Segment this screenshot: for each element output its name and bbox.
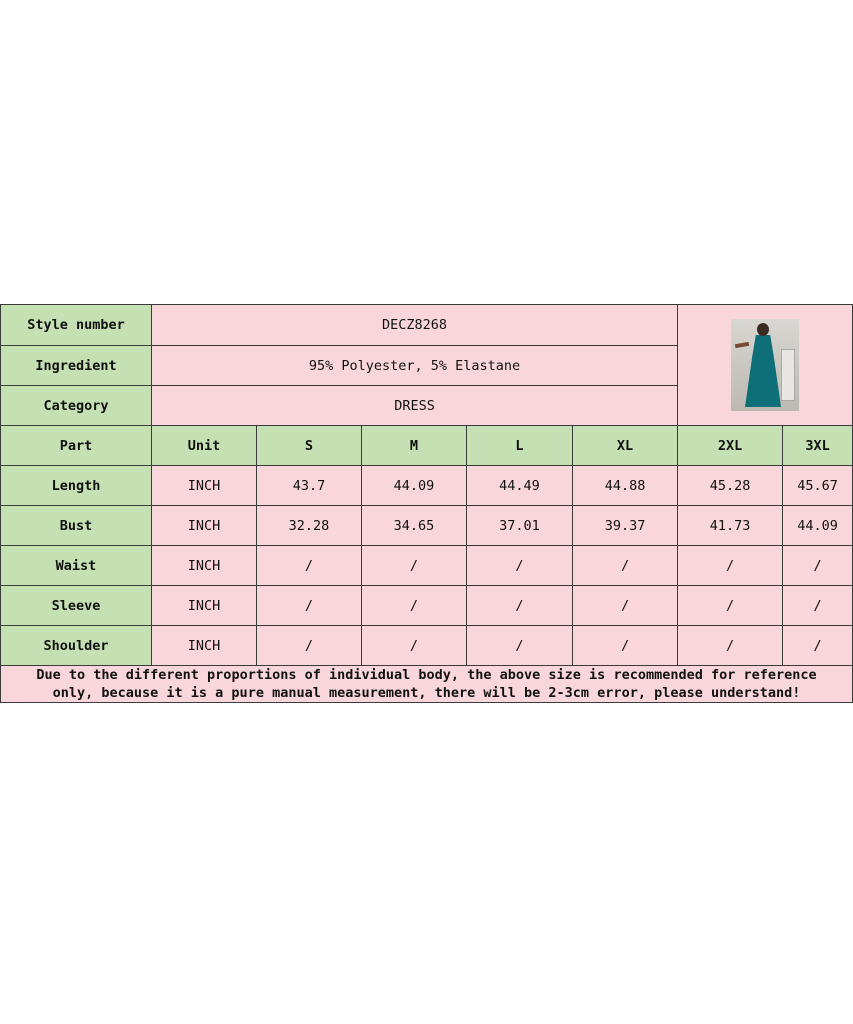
table-cell: 34.65 xyxy=(362,506,467,546)
table-row xyxy=(1,506,853,546)
table-cell: / xyxy=(573,546,678,586)
table-row xyxy=(1,626,853,666)
table-cell: / xyxy=(362,586,467,626)
category-label: Category xyxy=(1,386,152,426)
row-unit: INCH xyxy=(152,466,257,506)
table-cell: / xyxy=(678,626,783,666)
column-header: XL xyxy=(573,426,678,466)
table-cell: 37.01 xyxy=(467,506,573,546)
table-cell: 44.09 xyxy=(783,506,853,546)
column-header: S xyxy=(257,426,362,466)
product-photo xyxy=(731,319,799,411)
table-cell: 45.67 xyxy=(783,466,853,506)
table-cell: 32.28 xyxy=(257,506,362,546)
style-number-label: Style number xyxy=(1,305,152,346)
category-value: DRESS xyxy=(152,386,678,426)
table-cell: / xyxy=(573,626,678,666)
column-header: M xyxy=(362,426,467,466)
table-cell: / xyxy=(257,626,362,666)
product-photo-cell xyxy=(678,305,853,426)
table-cell: 41.73 xyxy=(678,506,783,546)
table-cell: 44.88 xyxy=(573,466,678,506)
table-cell: / xyxy=(362,546,467,586)
table-cell: / xyxy=(257,546,362,586)
table-cell: / xyxy=(257,586,362,626)
table-cell: / xyxy=(783,586,853,626)
ingredient-value: 95% Polyester, 5% Elastane xyxy=(152,346,678,386)
row-part: Waist xyxy=(1,546,152,586)
table-row xyxy=(1,466,853,506)
table-cell: / xyxy=(362,626,467,666)
row-part: Shoulder xyxy=(1,626,152,666)
disclaimer-line-2: only, because it is a pure manual measurement, there will be 2-3cm error, please understand! xyxy=(52,685,801,701)
table-cell: / xyxy=(678,586,783,626)
table-cell: / xyxy=(467,626,573,666)
column-header: 3XL xyxy=(783,426,853,466)
column-header: 2XL xyxy=(678,426,783,466)
table-cell: 44.49 xyxy=(467,466,573,506)
disclaimer-note xyxy=(1,666,853,703)
table-cell: / xyxy=(783,626,853,666)
table-cell: 43.7 xyxy=(257,466,362,506)
size-chart-table xyxy=(0,304,853,703)
column-header: Unit xyxy=(152,426,257,466)
table-cell: / xyxy=(678,546,783,586)
table-cell: 39.37 xyxy=(573,506,678,546)
table-cell: 44.09 xyxy=(362,466,467,506)
table-cell: / xyxy=(573,586,678,626)
row-part: Bust xyxy=(1,506,152,546)
row-part: Sleeve xyxy=(1,586,152,626)
column-header-row xyxy=(1,426,853,466)
column-header: Part xyxy=(1,426,152,466)
row-unit: INCH xyxy=(152,506,257,546)
table-row xyxy=(1,546,853,586)
column-header: L xyxy=(467,426,573,466)
style-number-value: DECZ8268 xyxy=(152,305,678,346)
table-cell: / xyxy=(783,546,853,586)
row-unit: INCH xyxy=(152,586,257,626)
row-unit: INCH xyxy=(152,546,257,586)
row-unit: INCH xyxy=(152,626,257,666)
table-row xyxy=(1,586,853,626)
row-part: Length xyxy=(1,466,152,506)
table-cell: / xyxy=(467,546,573,586)
table-cell: / xyxy=(467,586,573,626)
disclaimer-line-1: Due to the different proportions of individual body, the above size is recommended for reference xyxy=(36,667,817,683)
ingredient-label: Ingredient xyxy=(1,346,152,386)
table-cell: 45.28 xyxy=(678,466,783,506)
